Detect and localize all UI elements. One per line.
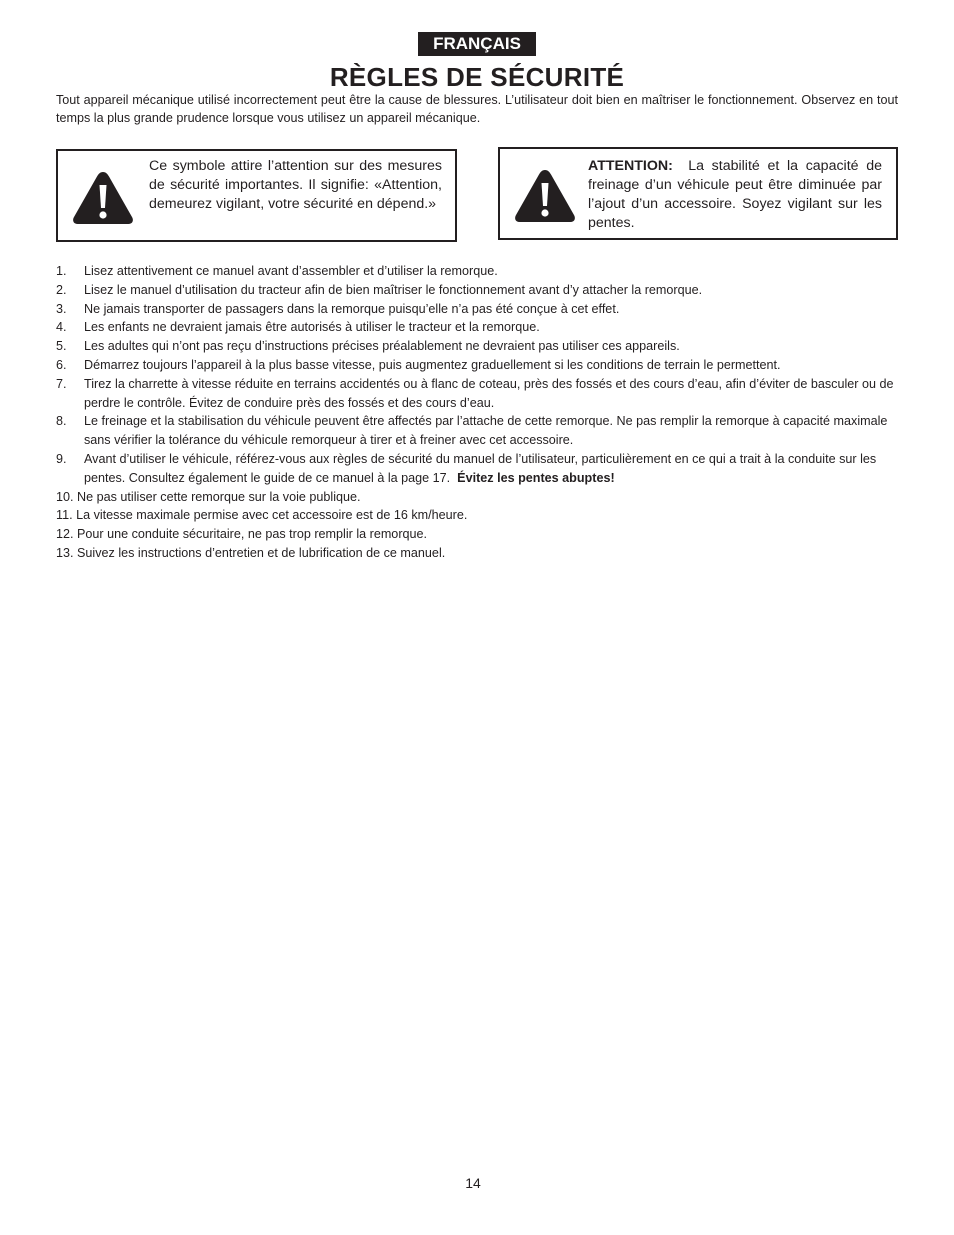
safety-symbol-box: [56, 149, 457, 242]
rule-text: Ne pas utiliser cette remorque sur la voie publique.: [77, 489, 361, 504]
list-item: [56, 525, 898, 544]
rule-text: Les adultes qui n’ont pas reçu d’instructions précises préalablement ne devraient pas utiliser ces appareils.: [84, 339, 680, 354]
rule-text: Les enfants ne devraient jamais être autorisés à utiliser le tracteur et la remorque.: [84, 320, 540, 335]
page-title: RÈGLES DE SÉCURITÉ: [329, 62, 625, 92]
list-item: [56, 281, 898, 300]
list-item: [56, 375, 898, 413]
rule-text: Lisez le manuel d’utilisation du tracteur afin de bien maîtriser le fonctionnement avant d’y attacher la remorque.: [84, 282, 703, 297]
rule-text: Lisez attentivement ce manuel avant d’assembler et d’utiliser la remorque.: [84, 264, 498, 278]
language-tab: FRANÇAIS: [418, 32, 536, 56]
warning-triangle-icon: [513, 167, 577, 225]
safety-rules-list: [56, 262, 898, 563]
rule-number: 10.: [56, 489, 74, 504]
rule-number: 12.: [56, 527, 74, 542]
rule-number: 5.: [56, 339, 67, 354]
list-item: [56, 337, 898, 356]
rule-text: Le freinage et la stabilisation du véhicule peuvent être affectés par l’attache de cette remorque. Ne pas remplir la remorque à capacité maximale sans vérifier la tolérance du véhicule remorqueur à tirer et à freiner avec cet accessoire.: [84, 414, 888, 448]
rule-number: 2.: [56, 282, 67, 297]
list-item: [56, 506, 898, 525]
safety-symbol-text: Ce symbole attire l’attention sur des mesures de sécurité importantes. Il signifie: «Attention, demeurez vigilant, votre sécurité en dépend.»: [149, 158, 442, 212]
list-item: [56, 356, 898, 375]
list-item: [56, 488, 898, 507]
rule-number: 3.: [56, 301, 67, 316]
list-item: [56, 318, 898, 337]
rule-number: 13.: [56, 545, 74, 560]
attention-text: [588, 157, 882, 233]
warning-triangle-icon: [71, 169, 135, 227]
list-item: [56, 412, 898, 450]
page-number: 14: [465, 1175, 481, 1191]
rule-number: 6.: [56, 357, 67, 372]
rule-number: 9.: [56, 451, 67, 466]
attention-box: [498, 147, 898, 240]
rule-text: Ne jamais transporter de passagers dans la remorque puisqu’elle n’a pas été conçue à cet effet.: [84, 301, 620, 316]
rule-number: 7.: [56, 376, 67, 391]
rule-text: Démarrez toujours l’appareil à la plus basse vitesse, puis augmentez graduellement si les conditions de terrain le permettent.: [84, 357, 781, 372]
rule-text: La vitesse maximale permise avec cet accessoire est de 16 km/heure.: [76, 508, 468, 523]
list-item: [56, 544, 898, 563]
list-item: [56, 262, 898, 281]
rule-text: Avant d’utiliser le véhicule, référez-vous aux règles de sécurité du manuel de l’utilisateur, particulièrement en ce qui a trait à la conduite sur les pentes. Consultez également le guide de ce manuel à la page 17.: [84, 451, 877, 485]
intro-paragraph: Tout appareil mécanique utilisé incorrectement peut être la cause de blessures. L’utilisateur doit bien en maîtriser le fonctionnement. Observez en tout temps la plus grande prudence lorsque vous utilisez un appareil mécanique.: [56, 93, 898, 125]
rule-number: 11.: [56, 508, 73, 523]
rule-number: 4.: [56, 320, 67, 335]
list-item: [56, 450, 898, 488]
rule-text: Suivez les instructions d’entretien et de lubrification de ce manuel.: [77, 545, 446, 560]
attention-label: ATTENTION:: [588, 158, 673, 174]
rule-emphasis: Évitez les pentes abuptes!: [457, 470, 615, 485]
rule-number: 8.: [56, 414, 67, 429]
list-item: [56, 300, 898, 319]
rule-text: Tirez la charrette à vitesse réduite en terrains accidentés ou à flanc de coteau, près des fossés et des cours d’eau, afin d’éviter de basculer ou de perdre le contrôle. Évitez de conduire près des fossés et des cours d’eau.: [84, 376, 894, 410]
rule-number: 1.: [56, 264, 67, 278]
attention-body: La stabilité et la capacité de freinage d’un véhicule peut être diminuée par l’ajout d’un accessoire. Soyez vigilant sur les pentes.: [588, 158, 882, 231]
rule-text: Pour une conduite sécuritaire, ne pas trop remplir la remorque.: [77, 527, 428, 542]
